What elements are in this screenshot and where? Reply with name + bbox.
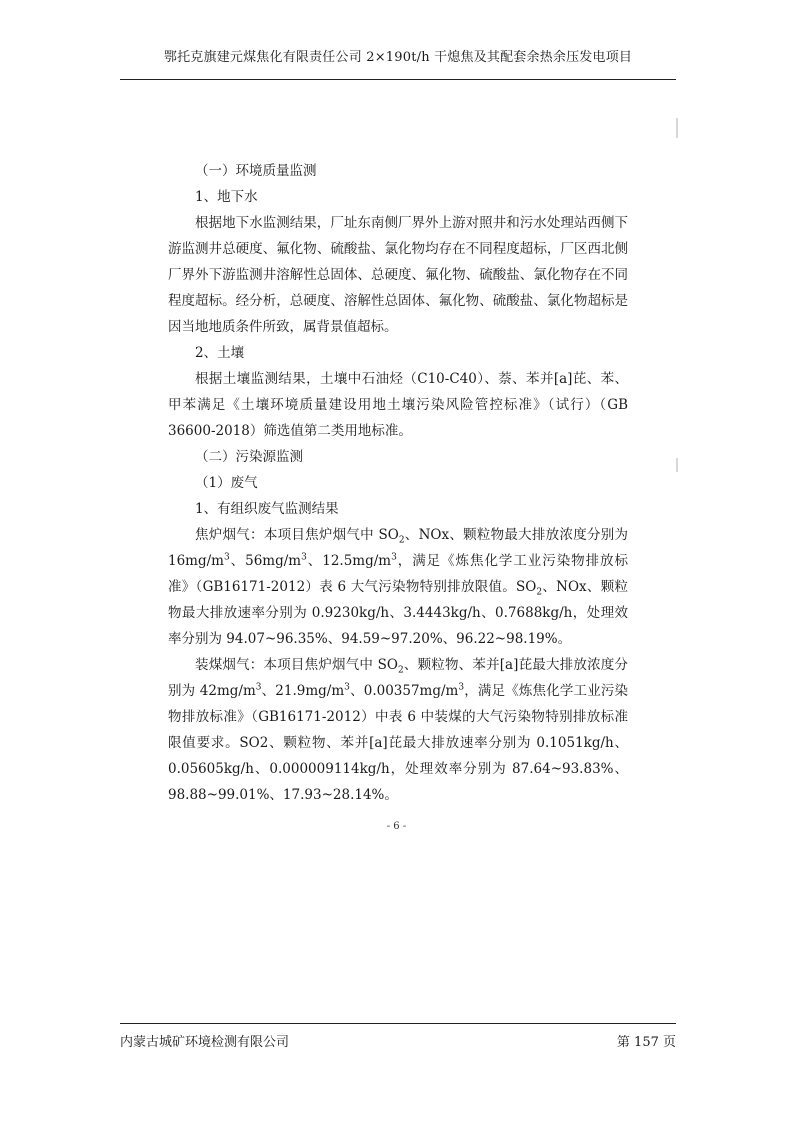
inner-page-number: - 6 - [386,821,407,832]
section-heading-pollution-source: （二）污染源监测 [195,449,303,465]
subsection-heading-waste-gas: （1）废气 [195,475,258,491]
header-rule [120,79,676,80]
coke-oven-paragraph: 焦炉烟气：本项目焦炉烟气中 $SO_2$、NOx、颗粒物最大排放浓度分别为 $16mg/m^3$、$56mg/m^3$、$12.5mg/m^3$，满足《炼焦化学工业污染物排放标准》（GB16171-2012）表 6 大气污染物特别排放限值。$SO_2$、NOx、颗粒物最大排放速率分别为 0.9230kg/h、3.4443kg/h、0.7688kg/h，处理效率分别为 94.07~96.35%、94.59~97.20%、96.22~98.19%。 [168,527,629,647]
soil-paragraph: 根据土壤监测结果，土壤中石油烃（C10-C40）、萘、苯并[a]芘、苯、甲苯满足《土壤环境质量建设用地土壤污染风险管控标准》（试行）（GB 36600-2018）筛选值第二类用地标准。 [168,371,628,439]
coal-charging-paragraph: 装煤烟气：本项目焦炉烟气中 $SO_2$、颗粒物、苯并[a]芘最大排放浓度分别为 $42mg/m^3$、$21.9mg/m^3$、$0.00357mg/m^3$，满足《炼焦化学工业污染物排放标准》（GB16171-2012）中表 6 中装煤的大气污染物特别排放标准限值要求。SO2、颗粒物、苯并[a]芘最大排放速率分别为 0.1051kg/h、0.05605kg/h、0.000009114kg/h，处理效率分别为 87.64~93.83%、98.88~99.01%、17.93~28.14%。 [168,657,629,803]
scan-margin-mark [676,118,678,138]
running-header: 鄂托克旗建元煤焦化有限责任公司 2×190t/h 干熄焦及其配套余热余压发电项目 [163,50,633,65]
section-heading-env-quality: （一）环境质量监测 [195,163,317,179]
footer-company: 内蒙古城矿环境检测有限公司 [120,1035,290,1050]
groundwater-paragraph: 根据地下水监测结果，厂址东南侧厂界外上游对照井和污水处理站西侧下游监测井总硬度、氟化物、硫酸盐、氯化物均存在不同程度超标，厂区西北侧厂界外下游监测井溶解性总固体、总硬度、氟化物、硫酸盐、氯化物存在不同程度超标。经分析，总硬度、溶解性总固体、氟化物、硫酸盐、氯化物超标是因当地地质条件所致，属背景值超标。 [168,215,628,335]
footer-rule [120,1023,676,1024]
subsection-heading-soil: 2、土壤 [195,345,245,361]
footer-page-number: 第 157 页 [616,1035,676,1050]
subsection-heading-organized: 1、有组织废气监测结果 [195,501,339,517]
page-body [168,158,628,808]
subsection-heading-groundwater: 1、地下水 [195,189,258,205]
scan-margin-mark [676,458,678,472]
